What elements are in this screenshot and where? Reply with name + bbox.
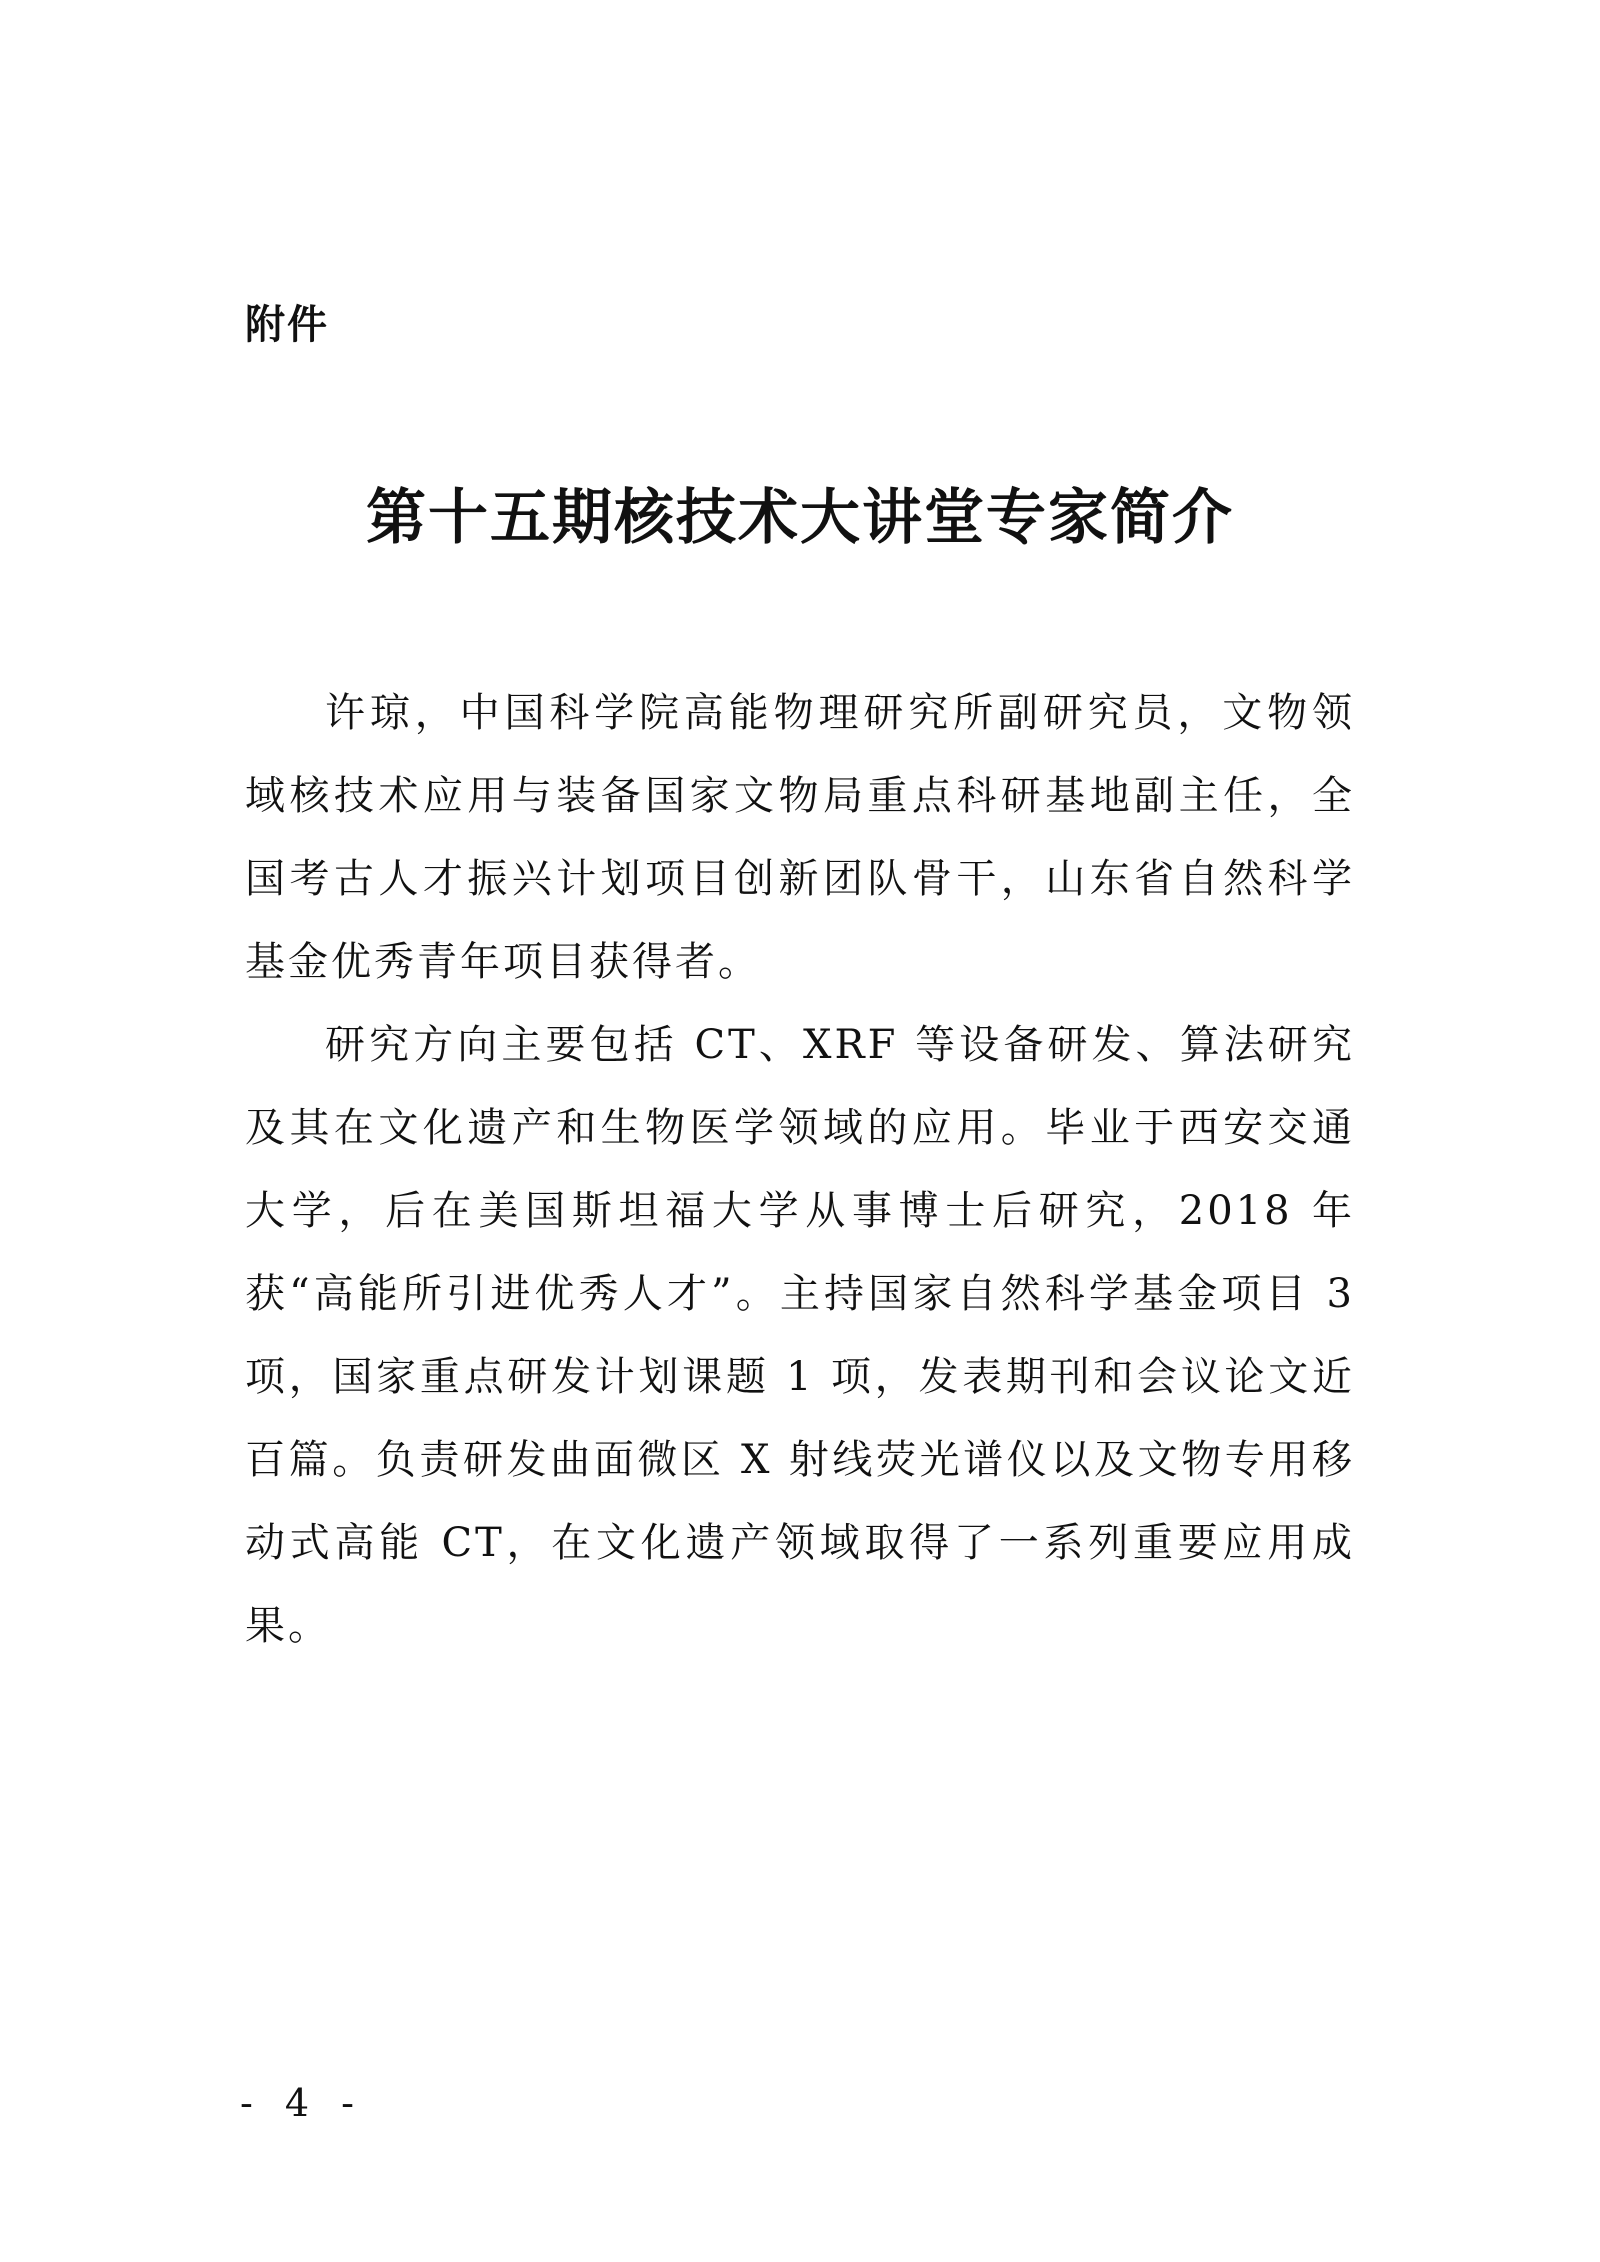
page-number: - 4 - bbox=[240, 2081, 365, 2125]
document-title: 第十五期核技术大讲堂专家简介 bbox=[366, 483, 1234, 553]
paragraph-bio: 许琼，中国科学院高能物理研究所副研究员，文物领域核技术应用与装备国家文物局重点科研基地副主任，全国考古人才振兴计划项目创新团队骨干，山东省自然科学基金优秀青年项目获得者。 bbox=[245, 690, 1355, 985]
body-text bbox=[245, 672, 1355, 1668]
attachment-label: 附件 bbox=[245, 302, 329, 348]
paragraph-research: 研究方向主要包括 CT、XRF 等设备研发、算法研究及其在文化遗产和生物医学领域的应用。毕业于西安交通大学，后在美国斯坦福大学从事博士后研究，2018 年获“高能所引进优秀人才”。主持国家自然科学基金项目 3 项，国家重点研发计划课题 1 项，发表期刊和会议论文近百篇。负责研发曲面微区 X 射线荧光谱仪以及文物专用移动式高能 CT，在文化遗产领域取得了一系列重要应用成果。 bbox=[245, 1022, 1355, 1649]
